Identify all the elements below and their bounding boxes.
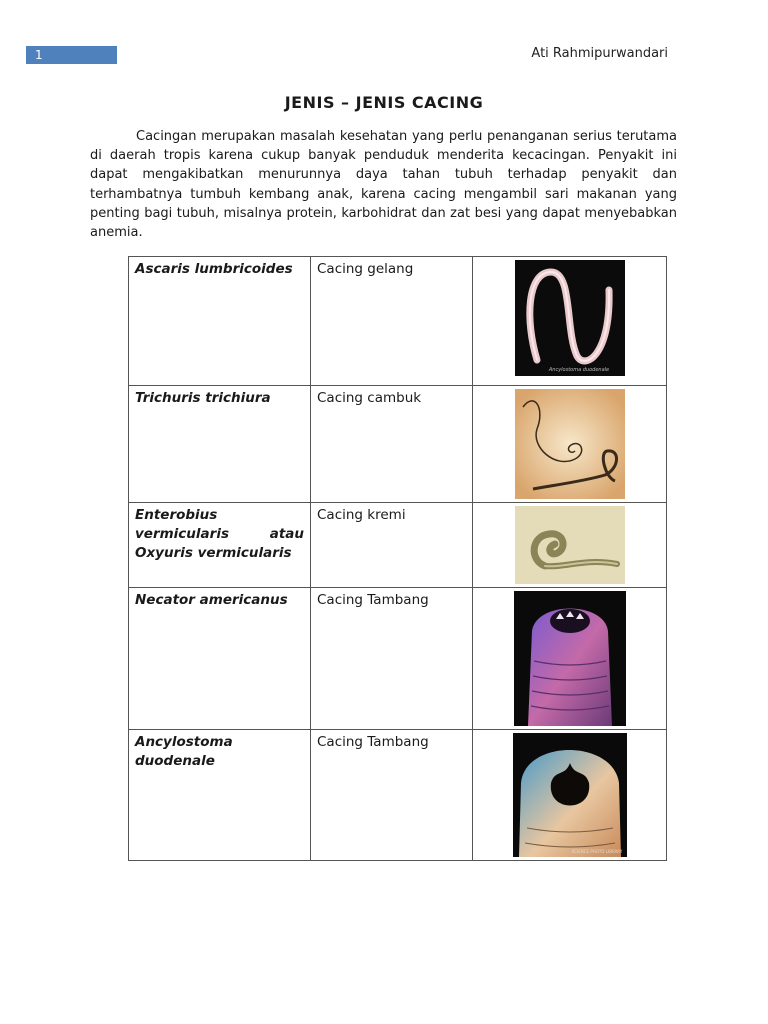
scientific-name: Enterobius vermicularis atau Oxyuris vermicularis (129, 503, 311, 588)
image-caption: Ancylostoma duodenale (548, 367, 609, 373)
worm-image-cell (473, 503, 667, 588)
worm-table (128, 256, 667, 861)
worm-image-cell (473, 730, 667, 861)
worm-image-cell (473, 588, 667, 730)
page-number-badge (26, 46, 117, 64)
scientific-name: Ancylostoma duodenale (129, 730, 311, 861)
header-author: Ati Rahmipurwandari (531, 46, 668, 61)
whipworm-photo (515, 389, 625, 499)
scientific-name: Necator americanus (129, 588, 311, 730)
scientific-name: Trichuris trichiura (129, 386, 311, 503)
common-name: Cacing kremi (311, 503, 473, 588)
page-number: 1 (35, 48, 43, 62)
common-name: Cacing cambuk (311, 386, 473, 503)
table-row (129, 730, 667, 861)
table-row (129, 588, 667, 730)
intro-paragraph: Cacingan merupakan masalah kesehatan yang perlu penanganan serius terutama di daerah tropis karena cukup banyak penduduk menderita kecacingan. Penyakit ini dapat mengakibatkan menurunnya daya tahan tubuh terhadap penyakit dan terhambatnya tumbuh kembang anak, karena cacing mengambil sari makanan yang penting bagi tubuh, misalnya protein, karbohidrat dan zat besi yang dapat menyebabkan anemia. (90, 129, 677, 241)
hookworm-necator-photo (514, 591, 626, 726)
image-caption: SCIENCE PHOTO LIBRARY (571, 849, 622, 854)
common-name: Cacing gelang (311, 257, 473, 386)
worm-image-cell (473, 257, 667, 386)
pinworm-photo (515, 506, 625, 584)
table-row (129, 503, 667, 588)
worm-image-cell (473, 386, 667, 503)
page-title: JENIS – JENIS CACING (284, 93, 484, 112)
scientific-name: Ascaris lumbricoides (129, 257, 311, 386)
hookworm-ancylostoma-photo (513, 733, 627, 857)
table-row (129, 386, 667, 503)
common-name: Cacing Tambang (311, 730, 473, 861)
roundworm-photo (515, 260, 625, 376)
table-row (129, 257, 667, 386)
common-name: Cacing Tambang (311, 588, 473, 730)
